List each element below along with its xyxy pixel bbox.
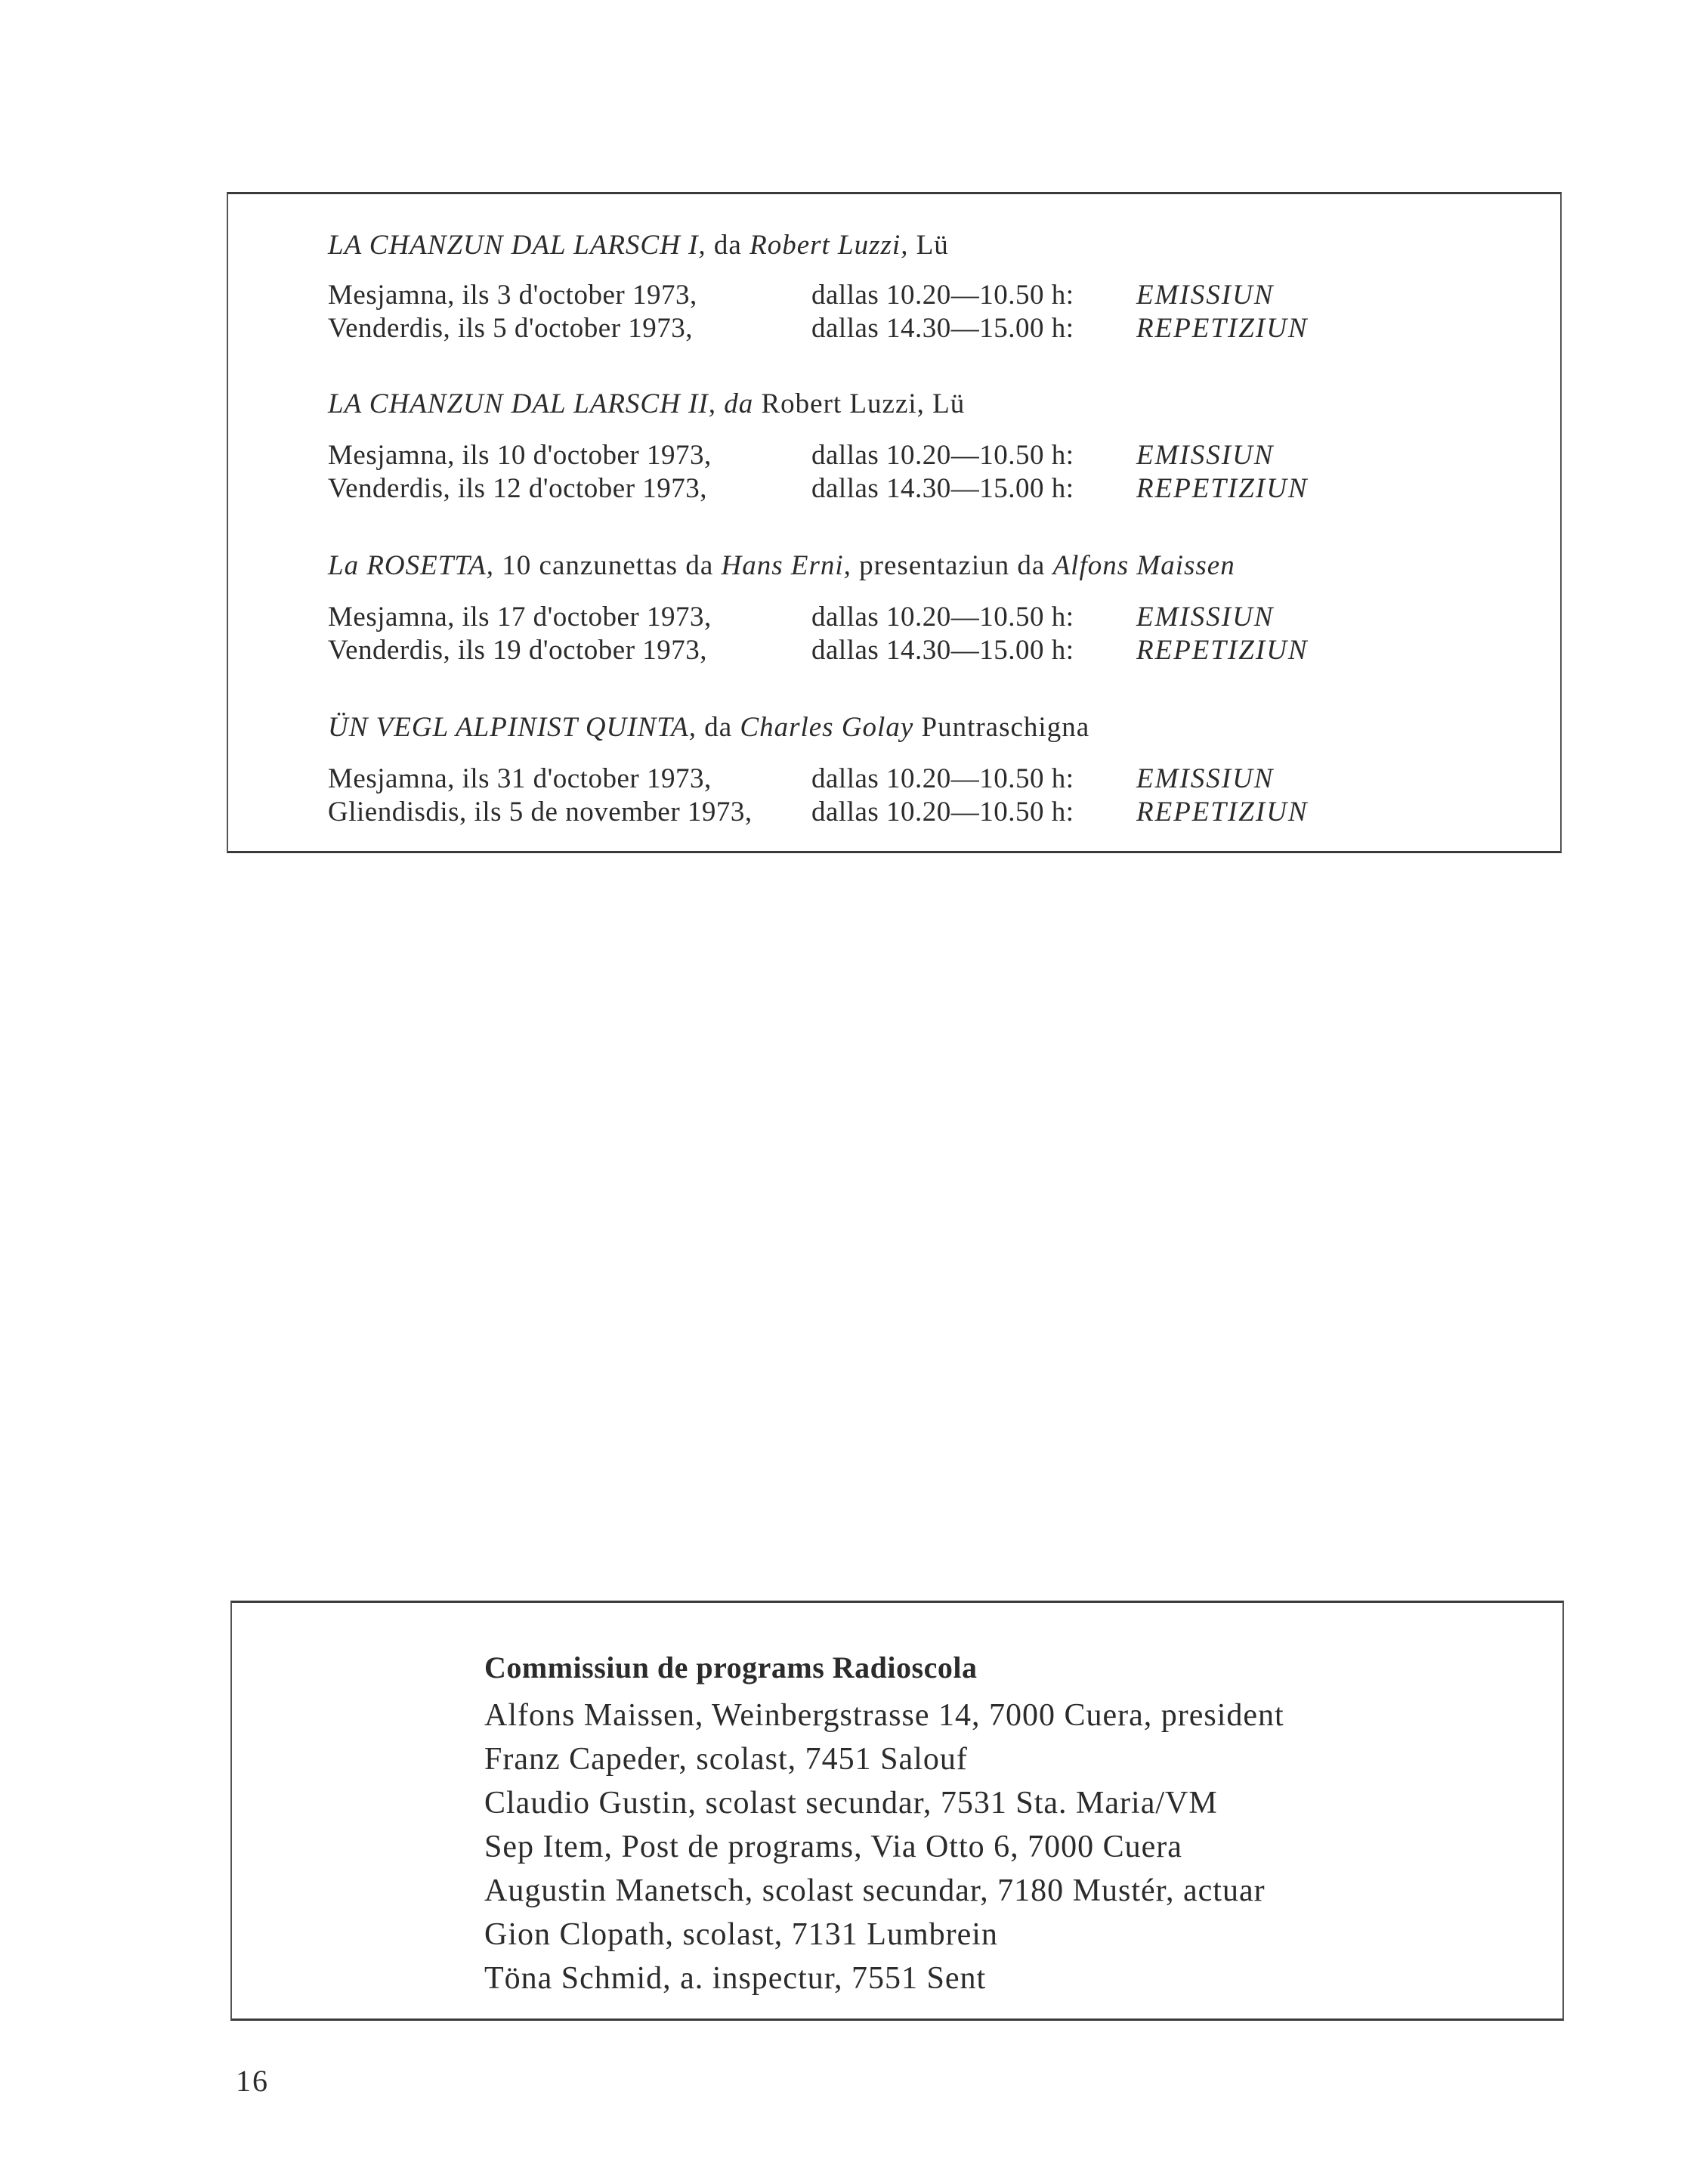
page-number: 16 [236, 2064, 269, 2098]
program-title-4 [328, 711, 1089, 744]
schedule-type: EMISSIUN [1136, 440, 1275, 471]
commission-title: Commissiun de programs Radioscola [484, 1650, 978, 1684]
schedule-time: dallas 10.20—10.50 h: [811, 440, 1074, 471]
list-item: Alfons Maissen, Weinbergstrasse 14, 7000 Cuera, president [484, 1698, 1284, 1733]
schedule-type: REPETIZIUN [1136, 473, 1309, 504]
program-author: Robert Luzzi, [749, 230, 909, 261]
program-author: Hans Erni, [721, 550, 851, 581]
schedule-time: dallas 10.20—10.50 h: [811, 763, 1074, 794]
program-name: ROSETTA, [366, 550, 495, 581]
commission-member-list [484, 1694, 1284, 2000]
program-name: ÜN VEGL ALPINIST QUINTA, [328, 712, 697, 743]
list-item: Töna Schmid, a. inspectur, 7551 Sent [484, 1961, 987, 1996]
program-title-3 [328, 549, 1235, 582]
program-subtitle: 10 canzunettas da [502, 550, 714, 581]
program-author: Charles Golay [740, 712, 914, 743]
program-author: Robert Luzzi, Lü [761, 388, 966, 419]
program-place: Puntraschigna [921, 712, 1090, 743]
schedule-time: dallas 14.30—15.00 h: [811, 313, 1074, 344]
schedule-time: dallas 14.30—15.00 h: [811, 473, 1074, 504]
schedule-type: EMISSIUN [1136, 602, 1275, 633]
commission-box [230, 1601, 1564, 2021]
schedule-day: Mesjamna, ils 3 d'october 1973, [328, 280, 697, 311]
schedule-day: Venderdis, ils 12 d'october 1973, [328, 473, 708, 504]
program-title-prefix: La [328, 550, 360, 581]
list-item: Claudio Gustin, scolast secundar, 7531 Sta. Maria/VM [484, 1786, 1218, 1821]
schedule-time: dallas 10.20—10.50 h: [811, 602, 1074, 633]
program-presenter: Alfons Maissen [1052, 550, 1235, 581]
program-title-1 [328, 229, 949, 261]
program-da: da [713, 230, 742, 261]
list-item: Sep Item, Post de programs, Via Otto 6, 7000 Cuera [484, 1830, 1182, 1864]
program-da: da [704, 712, 733, 743]
schedule-day: Mesjamna, ils 17 d'october 1973, [328, 602, 712, 633]
list-item: Augustin Manetsch, scolast secundar, 7180 Mustér, actuar [484, 1873, 1266, 1908]
schedule-time: dallas 10.20—10.50 h: [811, 280, 1074, 311]
program-name: LA CHANZUN DAL LARSCH I, [328, 230, 706, 261]
schedule-type: REPETIZIUN [1136, 313, 1309, 344]
schedule-day: Venderdis, ils 5 d'october 1973, [328, 313, 694, 344]
schedule-day: Mesjamna, ils 31 d'october 1973, [328, 763, 712, 794]
schedule-type: REPETIZIUN [1136, 635, 1309, 666]
schedule-type: EMISSIUN [1136, 280, 1275, 311]
schedule-time: dallas 14.30—15.00 h: [811, 635, 1074, 666]
list-item: Franz Capeder, scolast, 7451 Salouf [484, 1742, 968, 1777]
list-item: Gion Clopath, scolast, 7131 Lumbrein [484, 1917, 998, 1952]
schedule-day: Gliendisdis, ils 5 de november 1973, [328, 797, 753, 828]
program-place: Lü [916, 230, 949, 261]
program-da: da [724, 388, 754, 419]
program-schedule-box [227, 192, 1562, 853]
schedule-day: Venderdis, ils 19 d'october 1973, [328, 635, 708, 666]
schedule-type: REPETIZIUN [1136, 797, 1309, 828]
program-title-2 [328, 388, 965, 420]
program-name: LA CHANZUN DAL LARSCH II, [328, 388, 716, 419]
schedule-type: EMISSIUN [1136, 763, 1275, 794]
schedule-time: dallas 10.20—10.50 h: [811, 797, 1074, 828]
program-presenter-label: presentaziun da [859, 550, 1046, 581]
schedule-day: Mesjamna, ils 10 d'october 1973, [328, 440, 712, 471]
